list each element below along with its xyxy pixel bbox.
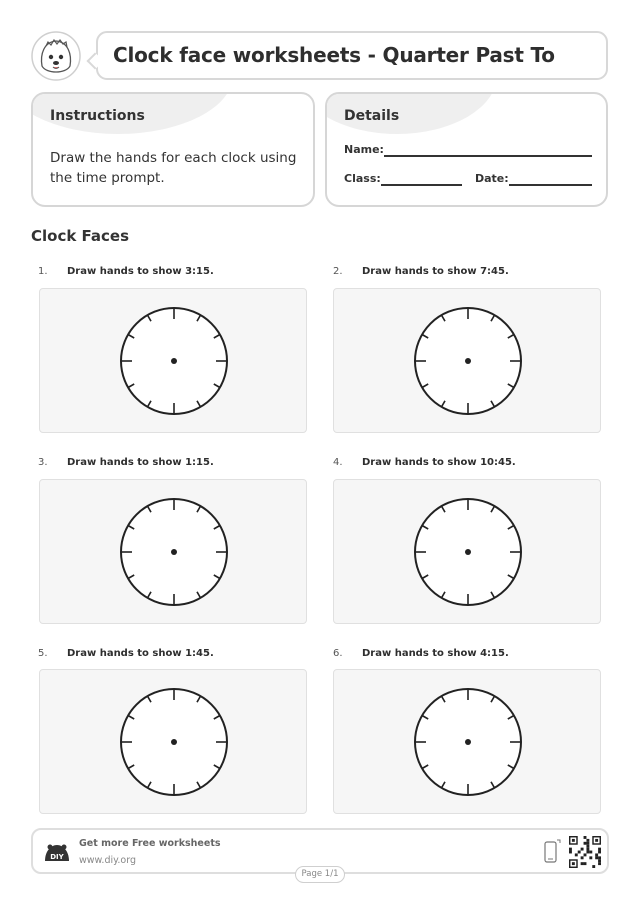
clock-face[interactable] <box>40 480 308 625</box>
clock-panel[interactable] <box>333 479 601 624</box>
instructions-title: Instructions <box>50 108 145 124</box>
question-prompt: Draw hands to show 1:45. <box>67 648 214 659</box>
question-number: 2. <box>333 266 343 277</box>
center-dot <box>465 358 471 364</box>
question-number: 6. <box>333 648 343 659</box>
center-dot <box>171 549 177 555</box>
clock-face[interactable] <box>334 480 602 625</box>
question-prompt: Draw hands to show 1:15. <box>67 457 214 468</box>
clock-panel[interactable] <box>39 288 307 433</box>
page-title: Clock face worksheets - Quarter Past To <box>113 43 555 67</box>
question-number: 3. <box>38 457 48 468</box>
date-field[interactable] <box>509 184 592 186</box>
center-dot <box>465 739 471 745</box>
footer-link[interactable]: www.diy.org <box>79 855 136 866</box>
clock-face[interactable] <box>40 289 308 434</box>
question-prompt: Draw hands to show 7:45. <box>362 266 509 277</box>
clock-panel[interactable] <box>39 479 307 624</box>
clock-face[interactable] <box>40 670 308 815</box>
clock-panel[interactable] <box>333 669 601 814</box>
clock-face[interactable] <box>334 289 602 434</box>
name-label: Name: <box>344 143 384 156</box>
question-number: 1. <box>38 266 48 277</box>
section-title: Clock Faces <box>31 227 130 245</box>
class-field[interactable] <box>381 184 462 186</box>
diy-logo-icon <box>43 841 71 865</box>
phone-icon <box>543 838 561 866</box>
center-dot <box>171 358 177 364</box>
clock-panel[interactable] <box>39 669 307 814</box>
title-box <box>96 31 608 80</box>
date-label: Date: <box>475 172 509 185</box>
center-dot <box>171 739 177 745</box>
details-title: Details <box>344 108 400 124</box>
instructions-text: Draw the hands for each clock using the time prompt. <box>50 150 297 186</box>
clock-panel[interactable] <box>333 288 601 433</box>
page-indicator: Page 1/1 <box>295 866 345 883</box>
details-card <box>325 92 608 207</box>
question-number: 4. <box>333 457 343 468</box>
footer-promo: Get more Free worksheets <box>79 838 221 849</box>
center-dot <box>465 549 471 555</box>
class-label: Class: <box>344 172 381 185</box>
question-prompt: Draw hands to show 3:15. <box>67 266 214 277</box>
name-field[interactable] <box>384 155 592 157</box>
instructions-card <box>31 92 315 207</box>
clock-face[interactable] <box>334 670 602 815</box>
question-prompt: Draw hands to show 10:45. <box>362 457 516 468</box>
question-prompt: Draw hands to show 4:15. <box>362 648 509 659</box>
mascot-icon <box>30 30 82 82</box>
qr-code-icon[interactable] <box>569 836 601 868</box>
question-number: 5. <box>38 648 48 659</box>
logo-text: DIY <box>50 853 64 861</box>
